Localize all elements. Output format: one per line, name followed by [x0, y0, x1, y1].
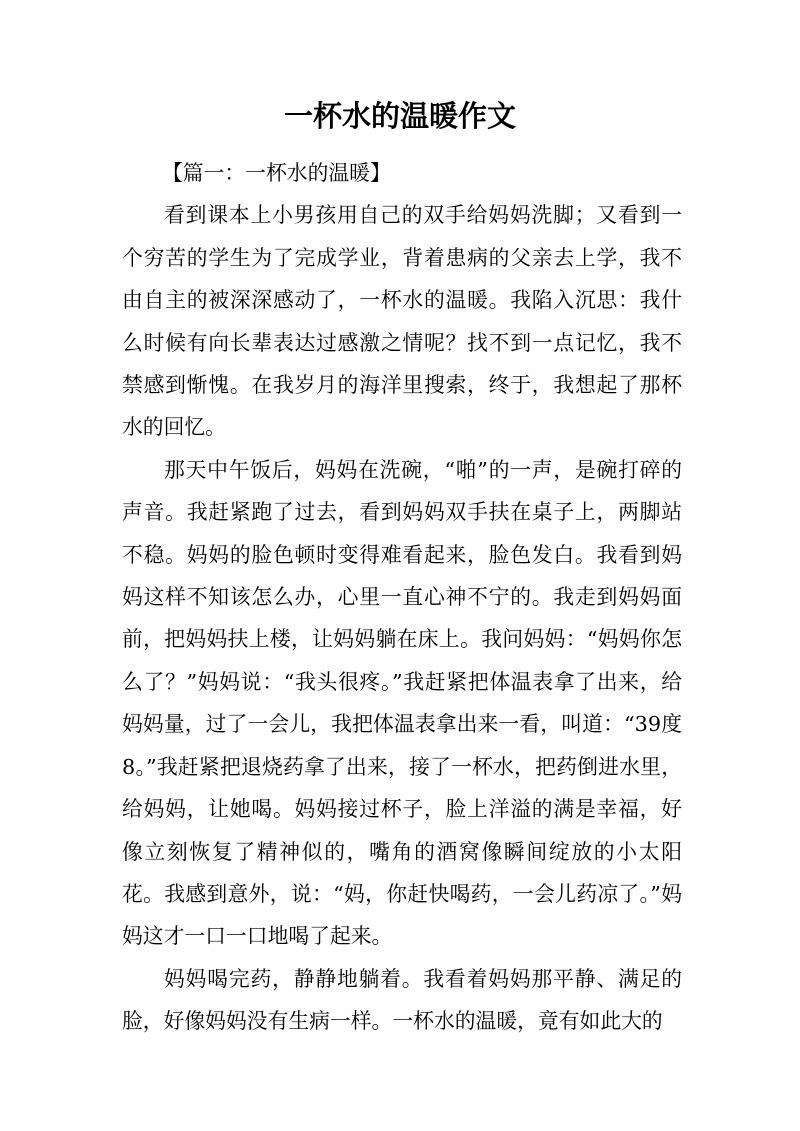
- document-title: 一杯水的温暖作文: [283, 99, 516, 133]
- paragraph-2: 那天中午饭后，妈妈在洗碗，“啪”的一声，是碗打碎的声音。我赶紧跑了过去，看到妈妈双手扶在桌子上，两脚站不稳。妈妈的脸色顿时变得难看起来，脸色发白。我看到妈妈这样不知该怎么办，心里一直心神不宁的。我走到妈妈面前，把妈妈扶上楼，让妈妈躺在床上。我问妈妈：“妈妈你怎么了？”妈妈说：“我头很疼。”我赶紧把体温表拿了出来，给妈妈量，过了一会儿，我把体温表拿出来一看，叫道：“39度8。”我赶紧把退烧药拿了出来，接了一杯水，把药倒进水里，给妈妈，让她喝。妈妈接过杯子，脸上洋溢的满是幸福，好像立刻恢复了精神似的，嘴角的酒窝像瞬间绽放的小太阳花。我感到意外，说：“妈，你赶快喝药，一会儿药凉了。”妈妈这才一口一口地喝了起来。: [122, 457, 682, 949]
- paragraph-1: 看到课本上小男孩用自己的双手给妈妈洗脚；又看到一个穷苦的学生为了完成学业，背着患病的父亲去上学，我不由自主的被深深感动了，一杯水的温暖。我陷入沉思：我什么时候有向长辈表达过感激之情呢？找不到一点记忆，我不禁感到惭愧。在我岁月的海洋里搜索，终于，我想起了那杯水的回忆。: [122, 203, 682, 440]
- section-heading: 【篇一：一杯水的温暖】: [162, 161, 391, 185]
- paragraph-3: 妈妈喝完药，静静地躺着。我看着妈妈那平静、满足的脸，好像妈妈没有生病一样。一杯水的温暖，竟有如此大的: [122, 966, 682, 1034]
- document-body: [122, 152, 682, 1043]
